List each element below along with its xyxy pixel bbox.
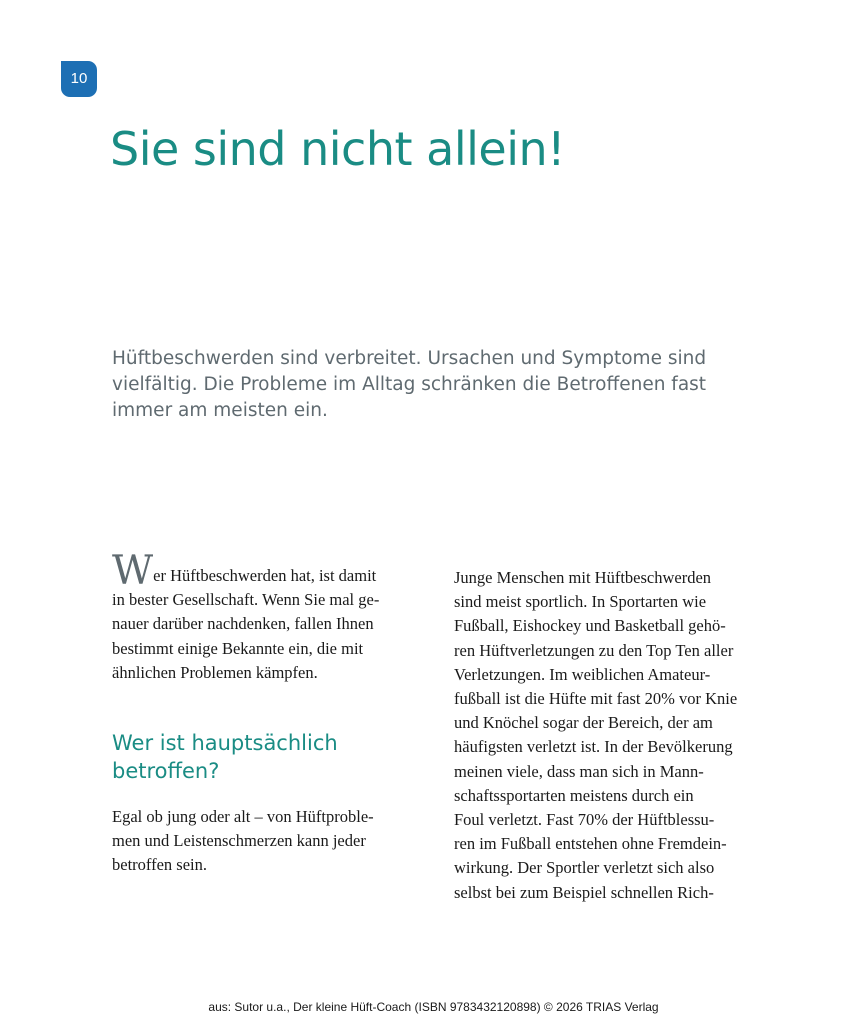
page-footer-credit: aus: Sutor u.a., Der kleine Hüft-Coach (ISBN 9783432120898) © 2026 TRIAS Verlag	[208, 1000, 659, 1014]
body-line: ren Hüftverletzungen zu den Top Ten aller	[454, 640, 734, 660]
lead-line: Hüftbeschwerden sind verbreitet. Ursachen und Symptome sind	[112, 348, 707, 369]
subheading-line: Wer ist hauptsächlich	[112, 731, 338, 755]
subheading-line: betroffen?	[112, 759, 220, 783]
body-line: meinen viele, dass man sich in Mann-	[454, 761, 704, 781]
body-line: fußball ist die Hüfte mit fast 20% vor Knie	[454, 689, 738, 709]
body-line: Fußball, Eishockey und Basketball gehö-	[454, 616, 726, 636]
body-line: Egal ob jung oder alt – von Hüftproble-	[112, 807, 374, 826]
page-title: Sie sind nicht allein!	[110, 122, 566, 176]
intro-line: ähnlichen Problemen kämpfen.	[112, 662, 318, 682]
intro-first-line	[112, 548, 412, 594]
intro-line: bestimmt einige Bekannte ein, die mit	[112, 638, 364, 658]
section-body-paragraph	[112, 805, 412, 878]
body-line: häufigsten verletzt ist. In der Bevölkerung	[454, 737, 733, 757]
body-line: wirkung. Der Sportler verletzt sich also	[454, 858, 715, 878]
section-subheading	[112, 729, 338, 785]
lead-line: vielfältig. Die Probleme im Alltag schränken die Betroffenen fast	[112, 374, 707, 395]
body-line: sind meist sportlich. In Sportarten wie	[454, 592, 707, 612]
intro-first-line-text: er Hüftbeschwerden hat, ist damit	[153, 566, 377, 585]
body-line: Verletzungen. Im weiblichen Amateur-	[454, 664, 711, 684]
body-line: schaftssportarten meistens durch ein	[454, 785, 694, 805]
body-line: ren im Fußball entstehen ohne Fremdein-	[454, 834, 727, 854]
body-line: selbst bei zum Beispiel schnellen Rich-	[454, 882, 714, 902]
drop-cap: W	[112, 548, 154, 594]
intro-paragraph	[112, 548, 412, 685]
intro-line: nauer darüber nachdenken, fallen Ihnen	[112, 614, 374, 634]
lead-paragraph	[112, 346, 722, 424]
right-column-paragraph	[454, 566, 764, 905]
body-line: betroffen sein.	[112, 855, 207, 875]
body-line: und Knöchel sogar der Bereich, der am	[454, 713, 713, 733]
intro-line: in bester Gesellschaft. Wenn Sie mal ge-	[112, 590, 380, 610]
page-number-badge: 10	[61, 61, 97, 97]
body-line: Junge Menschen mit Hüftbeschwerden	[454, 568, 712, 587]
body-line: men und Leistenschmerzen kann jeder	[112, 831, 366, 851]
lead-line: immer am meisten ein.	[112, 400, 328, 421]
body-line: Foul verletzt. Fast 70% der Hüftblessu-	[454, 810, 715, 830]
